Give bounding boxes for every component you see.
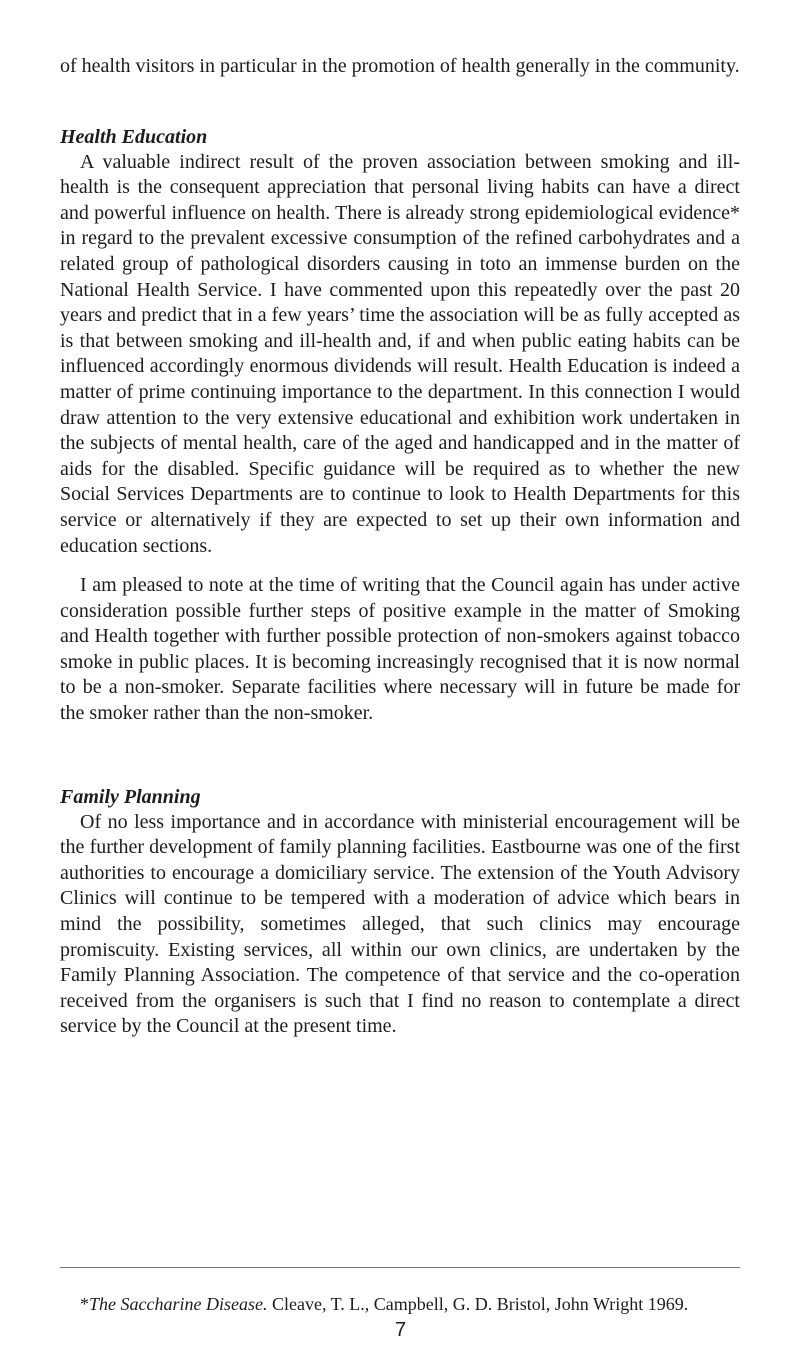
section-heading-family-planning: Family Planning — [60, 785, 201, 808]
footnote-marker: * — [80, 1294, 89, 1314]
footnote-citation: Cleave, T. L., Campbell, G. D. Bristol, John Wright 1969. — [267, 1294, 689, 1314]
page-number: 7 — [394, 1319, 407, 1341]
section-heading-health-education: Health Education — [60, 125, 208, 148]
health-education-paragraph-1: A valuable indirect result of the proven association between smoking and ill-health is the consequent appreciation that personal living habits can have a direct and powerful influence on health. There is already strong epidemiological evidence* in regard to the prevalent excessive consumption of the refined carbohydrates and a related group of pathological disorders causing in toto an immense burden on the National Health Service. I have commented upon this repeatedly over the past 20 years and predict that in a few years’ time the association will be as fully accepted as is that between smoking and ill-health and, if and when public eating habits can be influenced accordingly enormous dividends will result. Health Education is indeed a matter of prime continuing importance to the department. In this connection I would draw attention to the very extensive educational and exhibition work undertaken in the subjects of mental health, care of the aged and handicapped and in the matter of aids for the disabled. Specific guidance will be required as to whether the new Social Services Departments are to continue to look to Health Departments for this service or alternatively if they are expected to set up their own information and education sections. — [60, 150, 740, 557]
health-education-paragraph-2: I am pleased to note at the time of writing that the Council again has under active consideration possible further steps of positive example in the matter of Smoking and Health together with further possible protection of non-smokers against tobacco smoke in public places. It is becoming increasingly recognised that it is now normal to be a non-smoker. Separate facilities where necessary will in future be made for the smoker rather than the non-smoker. — [60, 574, 740, 725]
intro-paragraph: of health visitors in particular in the promotion of health generally in the community. — [60, 55, 740, 77]
footnote — [60, 1293, 740, 1316]
footnote-title: The Saccharine Disease. — [89, 1294, 268, 1314]
footnote-divider — [60, 1267, 740, 1268]
family-planning-paragraph-1: Of no less importance and in accordance with ministerial encouragement will be the further development of family planning facilities. Eastbourne was one of the first authorities to encourage a domiciliary service. The extension of the Youth Advisory Clinics will continue to be tempered with a moderation of advice which bears in mind the possibility, sometimes alleged, that such clinics may encourage promiscuity. Existing services, all within our own clinics, are undertaken by the Family Planning Association. The competence of that service and the co-operation received from the organisers is such that I find no reason to contemplate a direct service by the Council at the present time. — [60, 810, 740, 1038]
page-body — [60, 54, 740, 1040]
